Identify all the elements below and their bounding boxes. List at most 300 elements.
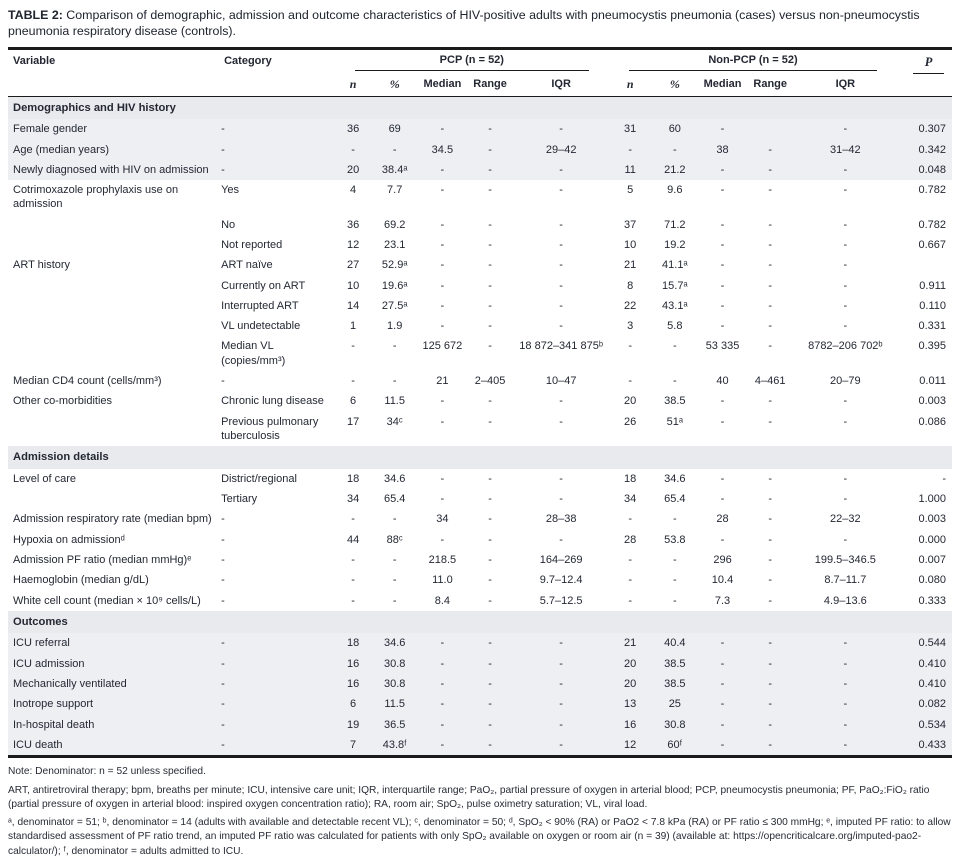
- cell-pcp-n: 34: [346, 493, 360, 506]
- col-header-nonpcp-n: n: [609, 73, 652, 96]
- cell-nonpcp-n: 20: [624, 395, 637, 408]
- col-header-category: Category: [219, 48, 335, 96]
- cell-nonpcp-n: 12: [609, 735, 652, 757]
- cell-pcp-iqr: 5.7–12.5: [539, 594, 583, 607]
- cell-pcp-range: -: [467, 674, 514, 694]
- cell-nonpcp-median: -: [720, 472, 725, 485]
- cell-nonpcp-median: -: [698, 674, 747, 694]
- cell-pcp-iqr: -: [559, 415, 563, 428]
- cell-pcp-pct: -: [392, 513, 397, 526]
- cell-variable: Cotrimoxazole prophylaxis use on admission: [13, 184, 179, 211]
- cell-nonpcp-median: 296: [713, 554, 732, 566]
- cell-category: -: [219, 160, 335, 180]
- table-row: [8, 570, 952, 590]
- cell-variable: [8, 336, 219, 371]
- cell-nonpcp-pct: 5.8: [667, 320, 683, 333]
- cell-pcp-iqr: 28–38: [545, 513, 577, 526]
- cell-nonpcp-median: -: [720, 218, 725, 231]
- cell-nonpcp-iqr: -: [843, 415, 848, 428]
- cell-pcp-iqr: -: [513, 654, 608, 674]
- col-header-pcp-median: Median: [418, 73, 467, 96]
- col-header-pcp-group: [335, 48, 609, 73]
- cell-p-value: -: [942, 472, 946, 485]
- cell-nonpcp-range: -: [747, 715, 794, 735]
- cell-pcp-range: -: [467, 633, 514, 653]
- cell-nonpcp-median: -: [720, 395, 725, 408]
- cell-category: Tertiary: [221, 493, 258, 506]
- cell-pcp-n: 18: [335, 633, 372, 653]
- table-footnotes: [8, 765, 954, 859]
- cell-nonpcp-iqr: -: [794, 160, 898, 180]
- cell-nonpcp-median: -: [698, 735, 747, 757]
- cell-nonpcp-range: -: [768, 279, 773, 292]
- cell-category: -: [219, 654, 335, 674]
- cell-nonpcp-range: -: [768, 320, 773, 333]
- cell-p-value: 0.000: [918, 533, 946, 546]
- cell-pcp-pct: -: [392, 340, 397, 353]
- cell-p-value: [897, 255, 952, 275]
- cell-nonpcp-pct: 65.4: [664, 493, 686, 506]
- footnote-abbreviations: ART, antiretroviral therapy; bpm, breaths per minute; ICU, intensive care unit; IQR, interquartile range; PaO₂, partial pressure of oxygen in arterial blood; PCP, pneumocystis pneumonia; PF, PaO₂:FiO₂ ratio (partial pressure of oxygen in arterial blood: inspired oxygen concentration ratio); RA, room air; SpO₂, pulse oximetry saturation; VL, viral load.: [8, 784, 930, 810]
- cell-pcp-iqr: -: [513, 119, 608, 139]
- cell-nonpcp-range: -: [768, 395, 773, 408]
- cell-variable: Haemoglobin (median g/dL): [13, 574, 149, 587]
- cell-pcp-pct: 52.9ᵃ: [381, 259, 408, 272]
- cell-nonpcp-pct: 38.5: [651, 654, 698, 674]
- cell-nonpcp-range: -: [747, 735, 794, 757]
- cell-nonpcp-median: -: [698, 694, 747, 714]
- cell-variable: [8, 316, 219, 336]
- cell-nonpcp-pct: 25: [651, 694, 698, 714]
- col-header-pcp-range: Range: [467, 73, 514, 96]
- table-header: [8, 48, 952, 96]
- cell-variable: [8, 412, 219, 447]
- cell-nonpcp-range: -: [768, 259, 773, 272]
- table-row: [8, 180, 952, 215]
- cell-nonpcp-median: 38: [698, 140, 747, 160]
- cell-nonpcp-iqr: -: [794, 654, 898, 674]
- cell-pcp-median: 34: [436, 513, 449, 526]
- cell-nonpcp-n: 8: [627, 279, 634, 292]
- cell-nonpcp-n: 18: [624, 472, 637, 485]
- cell-p-value: 0.410: [897, 654, 952, 674]
- cell-pcp-iqr: 9.7–12.4: [539, 574, 583, 587]
- cell-pcp-range: 2–405: [474, 375, 506, 388]
- cell-pcp-pct: 65.4: [383, 493, 406, 506]
- cell-nonpcp-range: [747, 119, 794, 139]
- cell-variable: White cell count (median × 10⁹ cells/L): [13, 594, 201, 607]
- cell-nonpcp-median: -: [698, 654, 747, 674]
- cell-category: -: [219, 140, 335, 160]
- cell-variable: ICU admission: [8, 654, 219, 674]
- cell-pcp-n: 19: [335, 715, 372, 735]
- cell-category: District/regional: [221, 472, 297, 485]
- cell-pcp-n: 16: [335, 654, 372, 674]
- cell-category: -: [221, 513, 225, 526]
- cell-category: Chronic lung disease: [221, 395, 324, 408]
- cell-nonpcp-iqr: -: [843, 259, 848, 272]
- cell-pcp-range: -: [488, 279, 492, 292]
- cell-category: -: [219, 119, 335, 139]
- cell-pcp-range: -: [488, 493, 492, 506]
- cell-nonpcp-n: 16: [609, 715, 652, 735]
- cell-nonpcp-pct: 51ᵃ: [666, 415, 683, 428]
- cell-pcp-median: -: [440, 415, 445, 428]
- cell-nonpcp-range: -: [747, 674, 794, 694]
- cell-pcp-iqr: -: [559, 184, 563, 197]
- cell-nonpcp-n: -: [628, 594, 632, 607]
- cell-nonpcp-range: -: [768, 513, 773, 526]
- cell-nonpcp-range: -: [768, 594, 773, 607]
- cell-nonpcp-pct: 71.2: [664, 218, 686, 231]
- cell-pcp-pct: 23.1: [383, 238, 406, 251]
- section-header: Admission details: [8, 446, 952, 469]
- cell-pcp-n: 27: [346, 259, 360, 272]
- cell-nonpcp-iqr: -: [794, 674, 898, 694]
- cell-pcp-range: -: [488, 415, 492, 428]
- cell-pcp-n: 44: [346, 533, 360, 546]
- cell-nonpcp-pct: 40.4: [651, 633, 698, 653]
- cell-nonpcp-pct: -: [651, 140, 698, 160]
- cell-nonpcp-pct: 15.7ᵃ: [662, 279, 688, 292]
- cell-pcp-pct: -: [392, 574, 397, 587]
- cell-p-value: 0.911: [919, 279, 946, 292]
- cell-nonpcp-iqr: 22–32: [830, 513, 861, 526]
- cell-nonpcp-n: 11: [609, 160, 652, 180]
- cell-category: -: [221, 574, 225, 587]
- p-value-label: P: [913, 54, 944, 74]
- cell-nonpcp-n: 28: [624, 533, 637, 546]
- cell-p-value: 0.667: [918, 238, 946, 251]
- cell-pcp-n: 36: [335, 119, 372, 139]
- cell-nonpcp-range: -: [768, 554, 773, 566]
- col-header-p: [897, 48, 952, 96]
- table-row: [8, 715, 952, 735]
- col-header-pcp-iqr: IQR: [513, 73, 608, 96]
- cell-pcp-n: -: [351, 574, 355, 587]
- cell-pcp-pct: 34.6: [383, 472, 406, 485]
- cell-pcp-median: -: [440, 493, 445, 506]
- cell-nonpcp-median: -: [698, 160, 747, 180]
- cell-nonpcp-n: -: [628, 375, 632, 388]
- cell-p-value: 0.333: [918, 594, 946, 607]
- cell-pcp-n: -: [335, 140, 372, 160]
- cell-pcp-n: -: [351, 554, 355, 566]
- cell-nonpcp-pct: 34.6: [664, 472, 686, 485]
- cell-nonpcp-pct: 30.8: [651, 715, 698, 735]
- cell-pcp-range: -: [488, 218, 492, 231]
- cell-variable: Admission respiratory rate (median bpm): [13, 513, 212, 526]
- cell-p-value: 0.307: [897, 119, 952, 139]
- table-row: [8, 391, 952, 411]
- cell-pcp-median: -: [440, 533, 445, 546]
- cell-nonpcp-iqr: -: [794, 119, 898, 139]
- col-header-pcp-pct: %: [371, 73, 418, 96]
- cell-pcp-n: 20: [335, 160, 372, 180]
- cell-p-value: 0.782: [918, 218, 946, 231]
- col-header-nonpcp-median: Median: [698, 73, 747, 96]
- cell-nonpcp-iqr: -: [843, 320, 848, 333]
- cell-pcp-pct: -: [392, 554, 397, 566]
- footnote-symbols: ᵃ, denominator = 51; ᵇ, denominator = 14 (adults with available and detectable recent VL); ᶜ, denominator = 50; ᵈ, SpO₂ < 90% (RA) or PaO2 < 7.8 kPa (RA) or PF ratio ≤ 300 mmHg; ᵉ, imputed PF ratio: to allow standardised assessment of PF ratio trend, an imputed PF ratio was calculated for patients with only SpO₂ available on oxygen or room air (n = 39) (available at: https://opencriticalcare.org/imputed-pao2-calculator/); ᶠ, denominator = adults admitted to ICU.: [8, 817, 951, 857]
- cell-variable: Hypoxia on admissionᵈ: [13, 533, 125, 546]
- cell-nonpcp-iqr: 20–79: [830, 375, 861, 388]
- cell-pcp-pct: 36.5: [371, 715, 418, 735]
- cell-pcp-iqr: -: [559, 299, 563, 312]
- cell-pcp-pct: 30.8: [371, 674, 418, 694]
- cell-pcp-median: -: [418, 654, 467, 674]
- cell-nonpcp-median: 7.3: [714, 594, 731, 607]
- cell-variable: Mechanically ventilated: [8, 674, 219, 694]
- cell-pcp-pct: 69: [371, 119, 418, 139]
- table-row: [8, 160, 952, 180]
- cell-pcp-iqr: -: [559, 493, 563, 506]
- cell-nonpcp-pct: -: [672, 340, 677, 353]
- cell-nonpcp-iqr: -: [794, 694, 898, 714]
- cell-pcp-n: 7: [335, 735, 372, 757]
- cell-pcp-median: -: [418, 633, 467, 653]
- cell-nonpcp-iqr: -: [843, 395, 848, 408]
- cell-nonpcp-iqr: -: [794, 715, 898, 735]
- cell-nonpcp-range: 4–461: [754, 375, 786, 388]
- cell-pcp-range: -: [488, 259, 492, 272]
- cell-nonpcp-median: -: [720, 533, 725, 546]
- cell-pcp-median: -: [440, 238, 445, 251]
- cell-nonpcp-iqr: -: [843, 279, 848, 292]
- cell-nonpcp-pct: 43.1ᵃ: [662, 299, 688, 312]
- table-row: [8, 509, 952, 529]
- cell-nonpcp-n: -: [628, 513, 632, 526]
- cell-pcp-pct: 11.5: [384, 395, 405, 408]
- cell-nonpcp-n: 34: [624, 493, 637, 506]
- cell-nonpcp-n: 22: [624, 299, 637, 312]
- cell-p-value: 0.048: [897, 160, 952, 180]
- section-header: Demographics and HIV history: [8, 96, 952, 119]
- cell-pcp-median: 125 672: [422, 340, 463, 353]
- cell-pcp-range: -: [488, 299, 492, 312]
- cell-pcp-iqr: -: [559, 279, 563, 292]
- cell-pcp-n: -: [351, 594, 355, 607]
- cell-nonpcp-range: -: [768, 184, 773, 197]
- cell-pcp-range: -: [467, 715, 514, 735]
- cell-category: -: [219, 633, 335, 653]
- cell-variable: ICU death: [8, 735, 219, 757]
- cell-pcp-iqr: -: [513, 674, 608, 694]
- cell-nonpcp-range: -: [747, 654, 794, 674]
- cell-category: -: [221, 594, 225, 607]
- cell-pcp-median: -: [418, 160, 467, 180]
- cell-pcp-n: 18: [346, 472, 360, 485]
- cell-nonpcp-median: -: [698, 715, 747, 735]
- cell-nonpcp-pct: 41.1ᵃ: [662, 259, 688, 272]
- cell-nonpcp-pct: -: [672, 554, 677, 566]
- table-body: [8, 96, 952, 757]
- cell-p-value: 0.003: [918, 395, 946, 408]
- cell-nonpcp-n: 5: [627, 184, 634, 197]
- cell-category: VL undetectable: [221, 320, 301, 333]
- cell-pcp-iqr: -: [559, 320, 563, 333]
- cell-nonpcp-iqr: 199.5–346.5: [814, 554, 876, 566]
- table-row: [8, 371, 952, 391]
- cell-pcp-range: -: [488, 320, 492, 333]
- cell-pcp-median: -: [440, 218, 445, 231]
- cell-pcp-pct: 38.4ᵃ: [371, 160, 418, 180]
- comparison-table: [8, 47, 952, 758]
- cell-category: -: [221, 554, 225, 566]
- cell-nonpcp-iqr: 31–42: [794, 140, 898, 160]
- cell-pcp-median: 34.5: [418, 140, 467, 160]
- cell-nonpcp-range: -: [747, 140, 794, 160]
- cell-pcp-median: -: [418, 119, 467, 139]
- col-header-nonpcp-group: [609, 48, 897, 73]
- table-row: [8, 550, 952, 570]
- cell-pcp-pct: 88ᶜ: [386, 533, 403, 546]
- table-row: [8, 489, 952, 509]
- table-row: [8, 316, 952, 336]
- cell-nonpcp-median: 53 335: [705, 340, 740, 353]
- cell-variable: [8, 215, 219, 235]
- col-header-nonpcp-iqr: IQR: [794, 73, 898, 96]
- cell-variable: [8, 296, 219, 316]
- cell-nonpcp-iqr: -: [843, 299, 848, 312]
- cell-pcp-median: -: [418, 694, 467, 714]
- cell-pcp-range: -: [467, 694, 514, 714]
- cell-nonpcp-n: 37: [624, 218, 637, 231]
- cell-nonpcp-pct: 53.8: [664, 533, 686, 546]
- cell-pcp-iqr: -: [559, 395, 563, 408]
- table-row: [8, 336, 952, 371]
- table-row: [8, 674, 952, 694]
- cell-pcp-pct: 11.5: [371, 694, 418, 714]
- cell-p-value: 0.544: [897, 633, 952, 653]
- cell-nonpcp-range: -: [768, 218, 773, 231]
- cell-pcp-iqr: 18 872–341 875ᵇ: [519, 340, 603, 353]
- cell-pcp-pct: 30.8: [371, 654, 418, 674]
- cell-pcp-iqr: -: [513, 694, 608, 714]
- cell-nonpcp-median: -: [720, 299, 725, 312]
- table-caption-text: Comparison of demographic, admission and outcome characteristics of HIV-positive adults with pneumocystis pneumonia (cases) versus non-pneumocystis pneumonia respiratory disease (controls).: [8, 8, 920, 38]
- cell-pcp-iqr: -: [513, 160, 608, 180]
- cell-nonpcp-range: -: [747, 694, 794, 714]
- cell-nonpcp-pct: 60ᶠ: [651, 735, 698, 757]
- cell-nonpcp-n: 3: [627, 320, 634, 333]
- cell-pcp-range: -: [488, 184, 492, 197]
- col-header-nonpcp-pct: %: [651, 73, 698, 96]
- cell-pcp-median: -: [440, 184, 445, 197]
- table-row: [8, 412, 952, 447]
- cell-nonpcp-median: -: [698, 119, 747, 139]
- cell-variable: Other co-morbidities: [13, 395, 113, 408]
- cell-pcp-pct: 7.7: [387, 184, 403, 197]
- col-header-pcp-n: n: [335, 73, 372, 96]
- cell-category: Currently on ART: [221, 279, 306, 292]
- cell-pcp-range: -: [467, 735, 514, 757]
- cell-category: -: [219, 735, 335, 757]
- cell-nonpcp-range: -: [768, 493, 773, 506]
- cell-nonpcp-iqr: -: [794, 735, 898, 757]
- cell-pcp-iqr: 164–269: [539, 554, 583, 566]
- cell-pcp-iqr: 29–42: [513, 140, 608, 160]
- cell-nonpcp-iqr: -: [843, 493, 848, 506]
- cell-nonpcp-n: 20: [609, 674, 652, 694]
- cell-pcp-pct: -: [392, 375, 397, 388]
- cell-pcp-range: -: [488, 594, 492, 607]
- table-caption-label: TABLE 2:: [8, 8, 63, 22]
- table-row: [8, 276, 952, 296]
- cell-variable: [8, 235, 219, 255]
- cell-variable: [8, 489, 219, 509]
- cell-nonpcp-range: -: [768, 472, 773, 485]
- section-header: Outcomes: [8, 611, 952, 634]
- cell-nonpcp-iqr: 8782–206 702ᵇ: [808, 340, 883, 353]
- cell-pcp-range: -: [467, 160, 514, 180]
- cell-category: ART naïve: [221, 259, 273, 272]
- cell-pcp-pct: 34ᶜ: [386, 415, 403, 428]
- cell-nonpcp-range: -: [768, 299, 773, 312]
- table-row: [8, 215, 952, 235]
- cell-p-value: 0.331: [918, 320, 946, 333]
- cell-nonpcp-range: -: [747, 633, 794, 653]
- cell-nonpcp-n: -: [609, 140, 652, 160]
- cell-p-value: 0.534: [897, 715, 952, 735]
- cell-p-value: 0.080: [918, 574, 946, 587]
- cell-nonpcp-median: 40: [716, 375, 729, 388]
- cell-nonpcp-iqr: -: [794, 633, 898, 653]
- cell-nonpcp-median: -: [720, 493, 725, 506]
- table-row: [8, 633, 952, 653]
- cell-pcp-n: 16: [335, 674, 372, 694]
- cell-pcp-n: 12: [346, 238, 360, 251]
- cell-category: Not reported: [221, 238, 283, 251]
- cell-pcp-pct: 1.9: [387, 320, 403, 333]
- cell-pcp-pct: -: [371, 140, 418, 160]
- cell-pcp-median: -: [440, 279, 445, 292]
- cell-variable: Newly diagnosed with HIV on admission: [8, 160, 219, 180]
- cell-category: Yes: [221, 184, 240, 197]
- cell-p-value: 0.007: [918, 554, 946, 566]
- cell-pcp-median: -: [418, 674, 467, 694]
- cell-category: -: [219, 694, 335, 714]
- cell-pcp-iqr: -: [513, 735, 608, 757]
- section-header-row: [8, 611, 952, 634]
- cell-nonpcp-median: 10.4: [711, 574, 734, 587]
- cell-p-value: 0.110: [919, 299, 946, 312]
- cell-nonpcp-pct: -: [672, 574, 677, 587]
- cell-nonpcp-range: -: [768, 533, 773, 546]
- cell-nonpcp-n: -: [628, 554, 632, 566]
- cell-pcp-n: 6: [350, 395, 357, 408]
- cell-nonpcp-n: 31: [609, 119, 652, 139]
- cell-pcp-range: -: [467, 119, 514, 139]
- cell-pcp-n: 4: [350, 184, 357, 197]
- cell-variable: Median CD4 count (cells/mm³): [13, 375, 162, 388]
- cell-category: No: [221, 218, 236, 231]
- cell-pcp-median: -: [418, 715, 467, 735]
- cell-category: Previous pulmonary tuberculosis: [221, 415, 319, 442]
- cell-category: -: [221, 533, 225, 546]
- cell-nonpcp-pct: 9.6: [667, 184, 683, 197]
- cell-pcp-pct: 69.2: [383, 218, 406, 231]
- cell-pcp-n: 10: [346, 279, 360, 292]
- cell-nonpcp-pct: 21.2: [651, 160, 698, 180]
- section-header-row: [8, 446, 952, 469]
- cell-nonpcp-iqr: -: [843, 533, 848, 546]
- cell-pcp-iqr: -: [559, 218, 563, 231]
- cell-pcp-median: -: [440, 472, 445, 485]
- cell-p-value: 0.433: [897, 735, 952, 757]
- section-header-row: [8, 96, 952, 119]
- table-row: [8, 591, 952, 611]
